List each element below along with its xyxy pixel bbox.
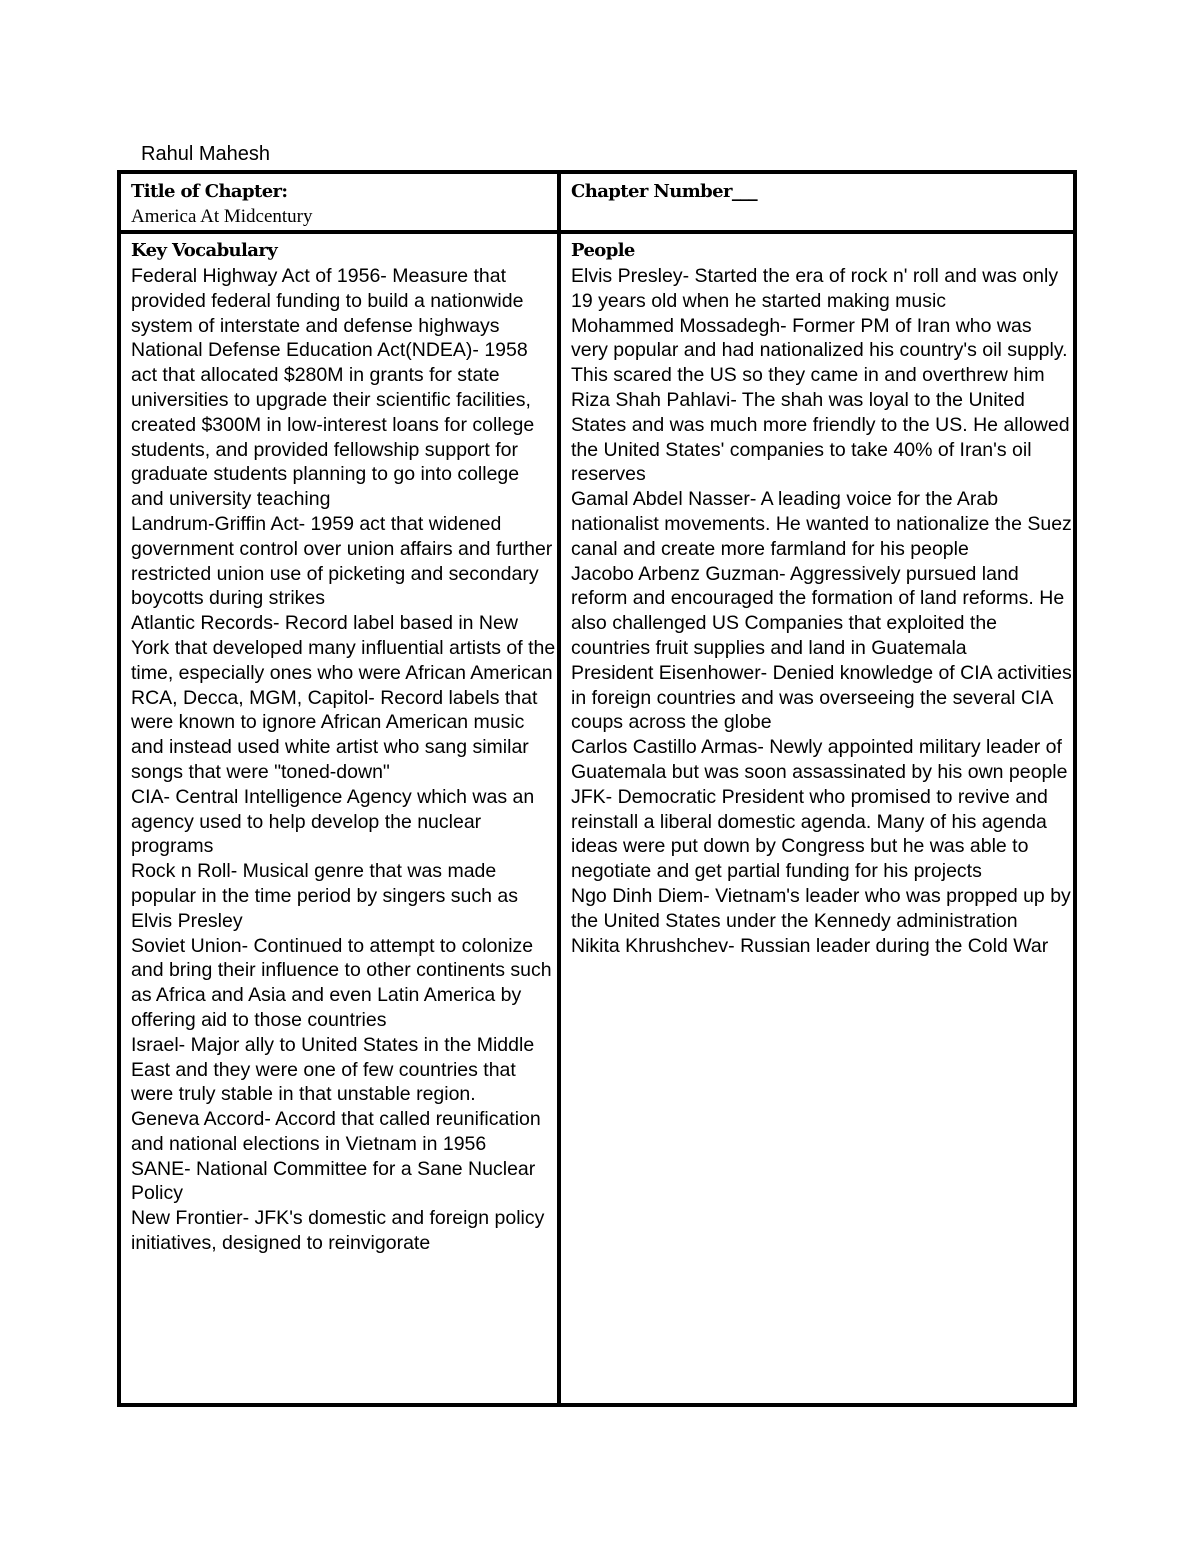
vocabulary-entry: Israel- Major ally to United States in the Middle East and they were one of few countries that were truly stable in that unstable region. [131,1033,535,1106]
key-vocabulary-heading: Key Vocabulary [131,240,278,261]
people-entry: President Eisenhower- Denied knowledge of CIA activities in foreign countries and was overseeing the several CIA coups across the globe [571,661,1072,734]
people-entry: Jacobo Arbenz Guzman- Aggressively pursued land reform and encouraged the formation of land reforms. He also challenged US Companies that exploited the countries fruit supplies and land in Guatemala [571,562,1065,659]
people-entry: JFK- Democratic President who promised to revive and reinstall a liberal domestic agenda. Many of his agenda ideas were put down by Congress but he was able to negotiate and get partial funding for his projects [571,785,1048,883]
chapter-title-cell [121,174,557,230]
vocabulary-entry: Geneva Accord- Accord that called reunification and national elections in Vietnam in 1956 [131,1108,541,1155]
vocabulary-entry: Soviet Union- Continued to attempt to colonize and bring their influence to other continents such as Africa and Asia and even Latin America by offering aid to those countries [131,934,552,1031]
people-entry: Mohammed Mossadegh- Former PM of Iran who was very popular and had nationalized his country's oil supply. This scared the US so they came in and overthrew him [571,314,1068,387]
vocabulary-entry: SANE- National Committee for a Sane Nuclear Policy [131,1157,536,1205]
people-list [571,264,1073,958]
people-heading: People [571,240,635,261]
chapter-title-label: Title of Chapter: [131,181,288,202]
author-name: Rahul Mahesh [141,143,270,165]
chapter-worksheet-table [117,170,1077,1407]
vocabulary-entry: National Defense Education Act(NDEA)- 1958 act that allocated $280M in grants for state universities to upgrade their scientific facilities, created $300M in low-interest loans for college students, and provided fellowship support for graduate students planning to go into college and university teaching [131,339,535,511]
vocabulary-entry: RCA, Decca, MGM, Capitol- Record labels that were known to ignore African American music and instead used white artist who sang similar songs that were "toned-down" [131,686,538,783]
key-vocabulary-cell [121,234,557,1403]
vocabulary-entry: Rock n Roll- Musical genre that was made popular in the time period by singers such as Elvis Presley [131,860,518,932]
vocabulary-list [131,264,557,1256]
vocabulary-entry: Federal Highway Act of 1956- Measure that provided federal funding to build a nationwide system of interstate and defense highways [131,265,524,337]
people-entry: Elvis Presley- Started the era of rock n' roll and was only 19 years old when he started making music [571,265,1059,312]
chapter-number-cell [561,174,1073,230]
vocabulary-entry: New Frontier- JFK's domestic and foreign policy initiatives, designed to reinvigorate [131,1207,545,1255]
chapter-number-label: Chapter Number___ [571,181,758,202]
people-entry: Carlos Castillo Armas- Newly appointed military leader of Guatemala but was soon assassinated by his own people [571,736,1068,783]
chapter-title-value: America At Midcentury [131,206,313,227]
people-entry: Ngo Dinh Diem- Vietnam's leader who was propped up by the United States under the Kennedy administration [571,884,1071,932]
people-cell [561,234,1073,1403]
people-entry: Nikita Khrushchev- Russian leader during the Cold War [571,934,1049,957]
vocabulary-entry: CIA- Central Intelligence Agency which was an agency used to help develop the nuclear programs [131,785,535,858]
people-entry: Riza Shah Pahlavi- The shah was loyal to the United States and was much more friendly to the US. He allowed the United States' companies to take 40% of Iran's oil reserves [571,388,1070,486]
vocabulary-entry: Atlantic Records- Record label based in New York that developed many influential artists of the time, especially ones who were African American [131,612,556,684]
vocabulary-entry: Landrum-Griffin Act- 1959 act that widened government control over union affairs and further restricted union use of picketing and secondary boycotts during strikes [131,512,553,610]
people-entry: Gamal Abdel Nasser- A leading voice for the Arab nationalist movements. He wanted to nationalize the Suez canal and create more farmland for his people [571,488,1072,560]
